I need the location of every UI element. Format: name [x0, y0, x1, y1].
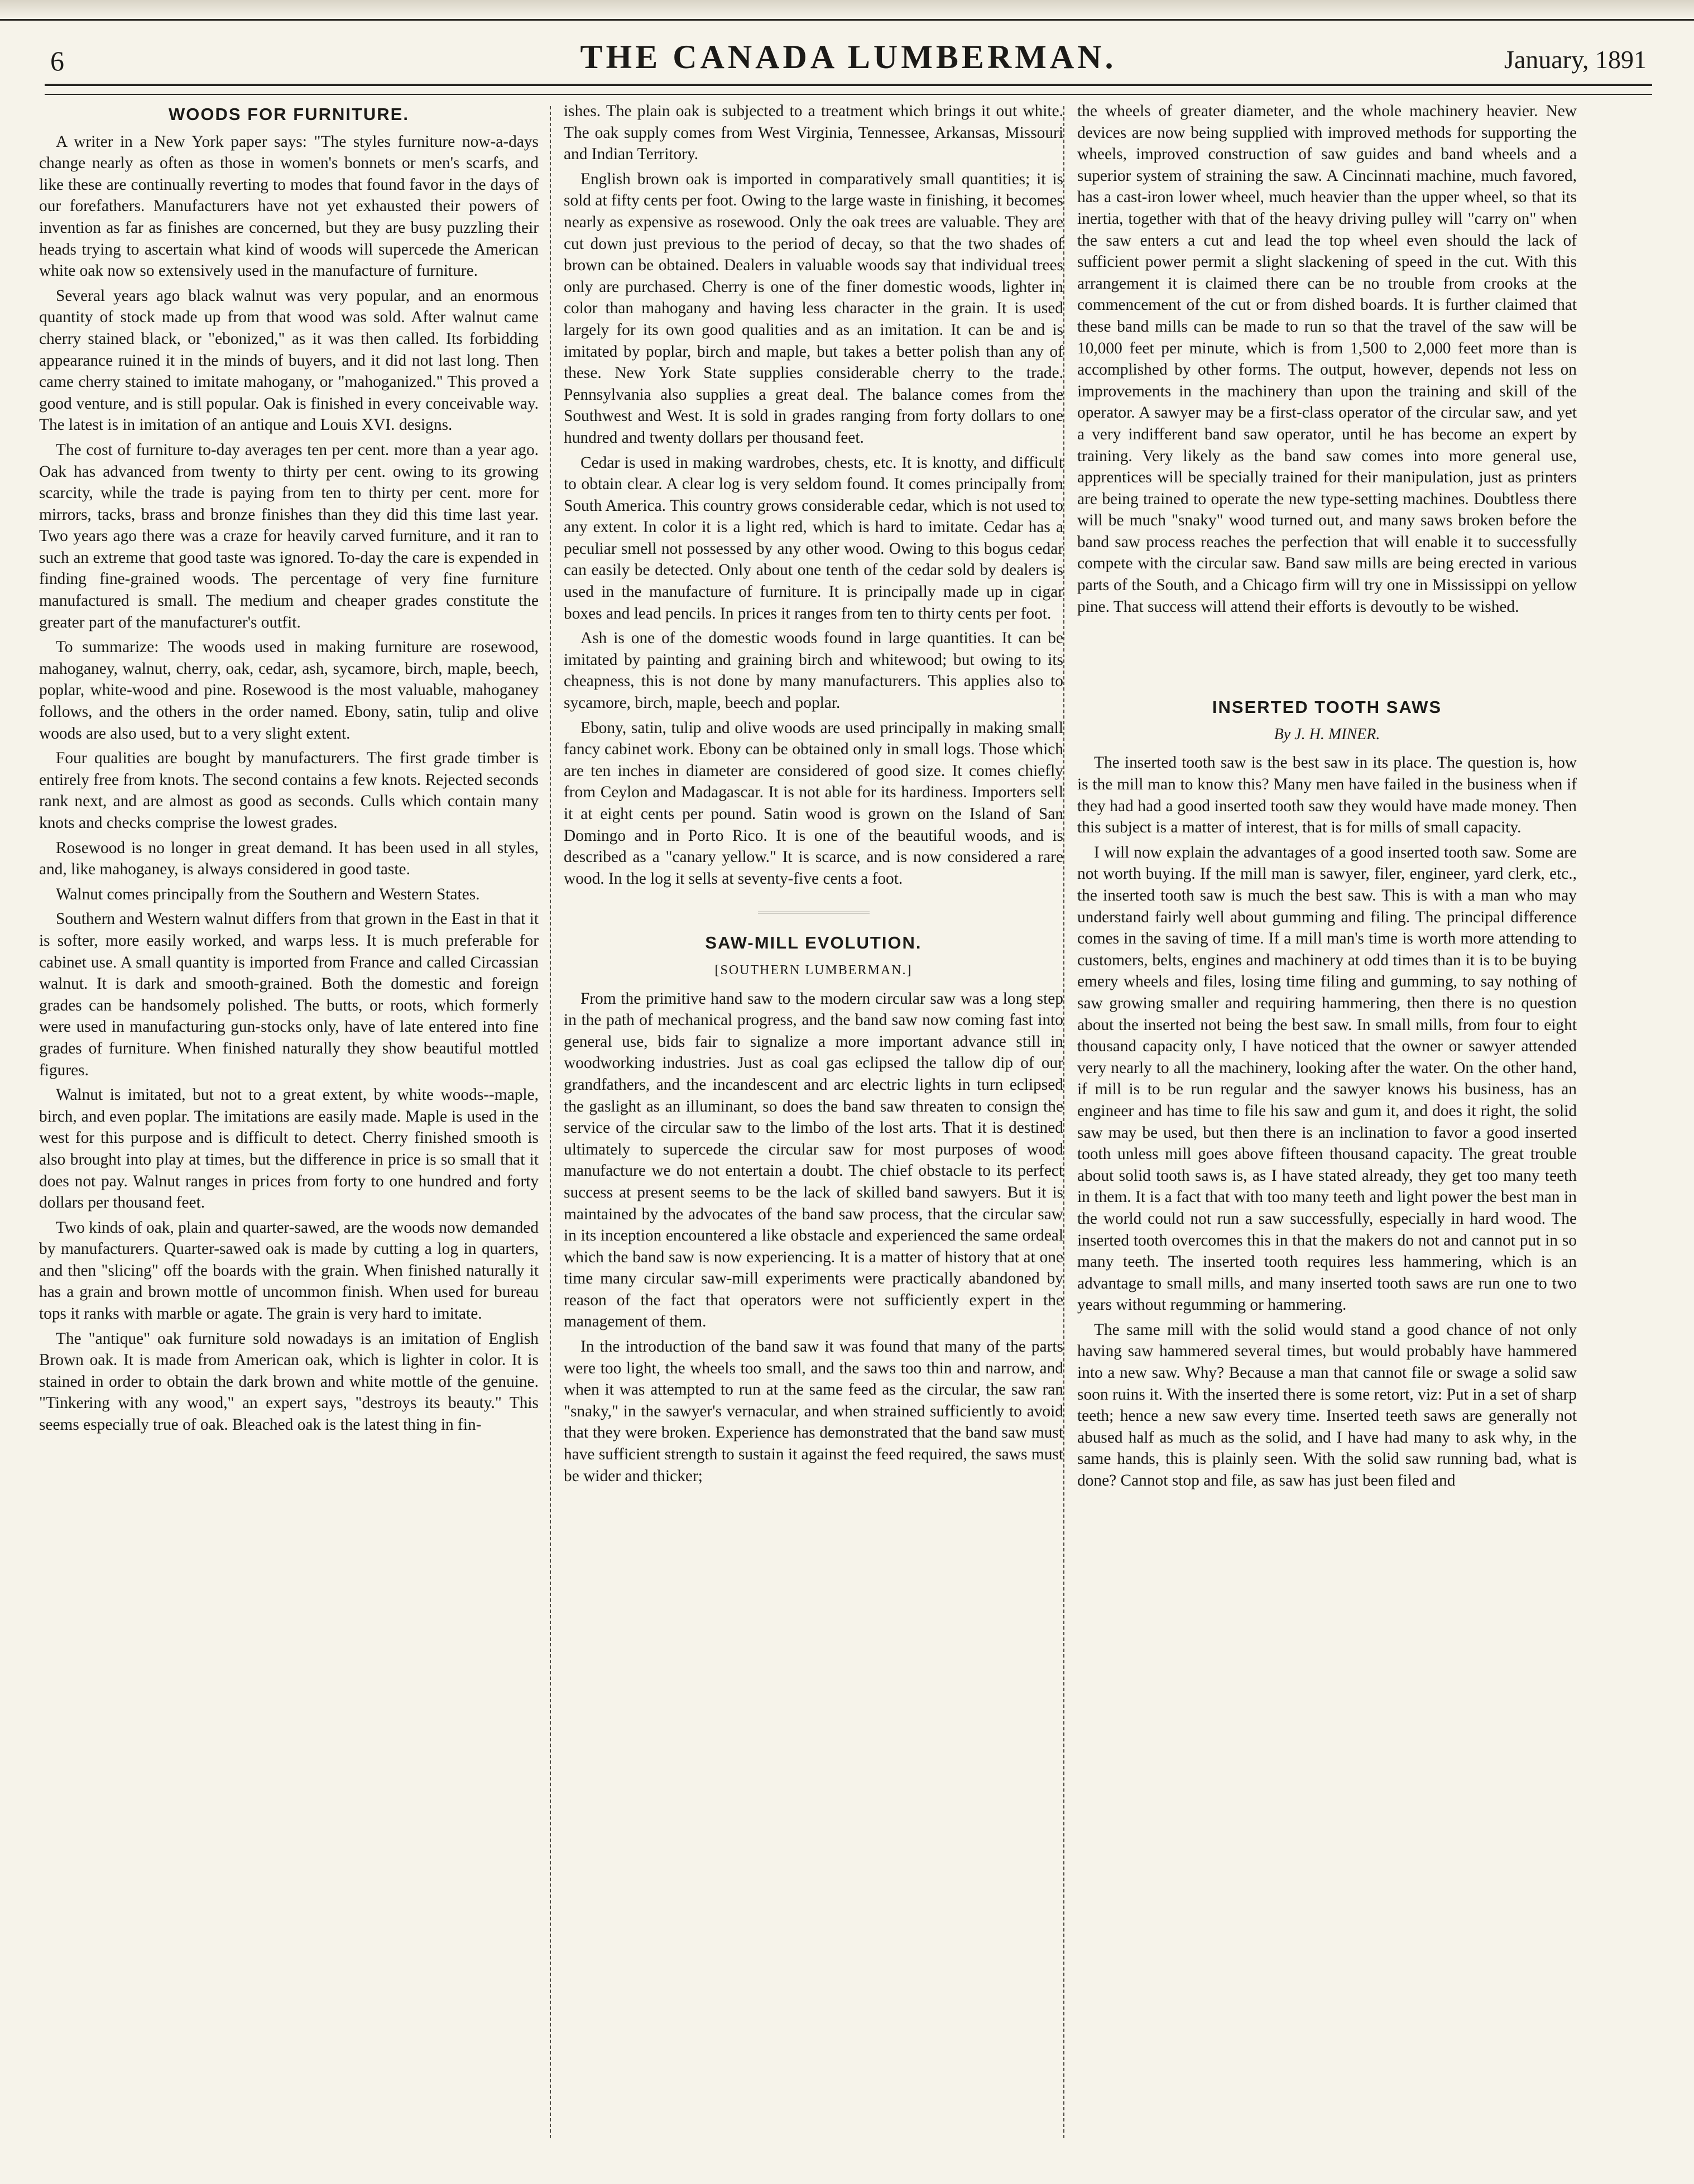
column-separator — [1063, 106, 1064, 2138]
paragraph: A writer in a New York paper says: "The styles furniture now-a-days change nearly as often as those in women's bonnets or men's scarfs, and like these are continually reverting to modes that found favor in the days of our forefathers. Manufacturers have not yet exhausted their powers of invention as far as finishes are concerned, but they are busy puzzling their heads trying to ascertain what kind of woods will supercede the American white oak now so extensively used in the manufacture of furniture. — [39, 132, 539, 280]
paragraph: In the introduction of the band saw it was found that many of the parts were too light, the wheels too small, and the saws too thin and narrow, and when it was attempted to run at the same feed as the circular, the saw ran "snaky," in the sawyer's vernacular, and when strained sufficiently to avoid that they were broken. Experience has demonstrated that the band saw must have sufficient strength to sustain it against the feed required, the saws must be wider and thicker; — [564, 1338, 1063, 1485]
article-heading-sawmill: SAW-MILL EVOLUTION. — [705, 933, 922, 953]
column-separator — [550, 106, 551, 2138]
article-heading-woods: WOODS FOR FURNITURE. — [169, 104, 409, 124]
paragraph: The same mill with the solid would stand a good chance of not only having saw hammered several times, but would probably have hammered into a new saw. Why? Because a man that cannot file or swage a solid saw soon ruins it. With the inserted there is some retort, viz: Put in a set of sharp teeth; hence a new saw every time. Inserted teeth saws are generally not abused half as much as the solid, and I have had many to ask why, in the same hands, this is plainly seen. With the solid saw running bad, what is done? Cannot stop and file, as saw has just been filed and — [1077, 1320, 1577, 1490]
column-2 — [564, 100, 1063, 2155]
page-number: 6 — [50, 45, 64, 76]
paragraph: The inserted tooth saw is the best saw in its place. The question is, how is the mill man to know this? Many men have failed in the business when if they had had a good inserted tooth saw they would have made money. Then this subject is a matter of interest, that is for mills of small capacity. — [1077, 754, 1577, 837]
masthead-rule — [45, 84, 1652, 95]
paragraph: Walnut is imitated, but not to a great extent, by white woods--maple, birch, and even poplar. The imitations are easily made. Maple is used in the west for this purpose and is difficult to detect. Cherry finished smooth is also brought into play at times, but the difference in price is so small that it does not pay. Walnut ranges in prices from forty to one hundred and forty dollars per thousand feet. — [39, 1086, 539, 1212]
masthead — [50, 33, 1647, 89]
paragraph: From the primitive hand saw to the modern circular saw was a long step in the path of mechanical progress, and the band saw now coming fast into general use, bids fair to signalize a more important advance still in woodworking industries. Just as coal gas eclipsed the tallow dip of our grandfathers, and the incandescent and arc electric lights in turn eclipsed the gaslight as an illuminant, so does the band saw threaten to consign the service of the circular saw to the limbo of the lost arts. That it is destined ultimately to supercede the circular saw for most purposes of wood manufacture we do not entertain a doubt. The chief obstacle to its perfect success at present seems to be the lack of skilled band sawyers. But it is maintained by the advocates of the band saw process, that the circular saw in its inception encountered a like obstacle and experienced the same ordeal which the band saw is now experiencing. It is a matter of history that at one time many circular saw-mill experiments were practically abandoned by reason of the fact that operators were not sufficiently expert in the management of them. — [564, 989, 1063, 1331]
page-top-border — [0, 0, 1694, 21]
paragraph: I will now explain the advantages of a good inserted tooth saw. Some are not worth buying. If the mill man is sawyer, filer, engineer, yard clerk, etc., the inserted tooth saw is much the best saw. This is with a man who may understand fairly well about gumming and filing. The principal difference comes in the saving of time. If a mill man's time is worth more attending to customers, belts, engines and machinery at odd times than it is to be buying emery wheels and files, losing time filing and gumming, to say nothing of saw growing smaller and requiring hammering, then there is no question about the inserted not being the best saw. In small mills, from four to eight thousand capacity only, I have noticed that the owner or sawyer attended very nearly to all the machinery, looking after the water. On the other hand, if mill is to be run regular and the sawyer knows his business, has an engineer and has time to file his saw and gum it, and does it right, the solid saw may be used, but then there is an inclination to favor a good inserted tooth unless mill goes above fifteen thousand capacity. The great trouble about solid tooth saws is, as I have stated already, they get too many teeth in them. It is a fact that with too many teeth and light power the best man in the world could not run a saw successfully, especially in hard wood. The inserted tooth overcomes this in that the makers do not and cannot put in so many teeth. The inserted tooth requires less hammering, which is an advantage to small mills, and many inserted tooth saws are run one to two years without regumming or hammering. — [1077, 843, 1577, 1314]
article-byline: By J. H. MINER. — [1274, 725, 1380, 743]
article-source: [SOUTHERN LUMBERMAN.] — [714, 962, 913, 978]
column-3 — [1077, 100, 1577, 2155]
column-1 — [39, 100, 539, 2155]
section-divider — [758, 912, 870, 916]
paragraph: Ash is one of the domestic woods found in large quantities. It can be imitated by painting and graining birch and whitewood; but owing to its cheapness, this is not done by many manufacturers. This applies also to sycamore, birch, maple, beech and poplar. — [564, 629, 1063, 712]
paragraph: ishes. The plain oak is subjected to a treatment which brings it out white. The oak supply comes from West Virginia, Tennessee, Arkansas, Missouri and Indian Territory. — [564, 102, 1063, 164]
paragraph: Two kinds of oak, plain and quarter-sawed, are the woods now demanded by manufacturers. Quarter-sawed oak is made by cutting a log in quarters, and then "slicing" off the boards with the grain. When finished naturally it has a grain and brown mottle of uncommon finish. When used for bureau tops it ranks with marble or agate. The grain is very hard to imitate. — [39, 1218, 539, 1323]
article-heading-inserted: INSERTED TOOTH SAWS — [1212, 697, 1442, 717]
paragraph: Four qualities are bought by manufacturers. The first grade timber is entirely free from knots. The second contains a few knots. Rejected seconds rank next, and are almost as good as seconds. Culls which contain many knots and checks comprise the lowest grades. — [39, 749, 539, 832]
paragraph: The "antique" oak furniture sold nowadays is an imitation of English Brown oak. It is made from American oak, which is lighter in color. It is stained in order to obtain the dark brown and white mottle of the genuine. "Tinkering with any wood," an expert says, "destroys its beauty." This seems especially true of oak. Bleached oak is the latest thing in fin- — [39, 1329, 539, 1434]
issue-date: January, 1891 — [1504, 45, 1647, 74]
paragraph: Ebony, satin, tulip and olive woods are used principally in making small fancy cabinet work. Ebony can be obtained only in small logs. Those which are ten inches in diameter are considered of good size. It comes chiefly from Ceylon and Madagascar. It is not able for its hardiness. Importers sell it at eight cents per pound. Satin wood is grown on the Island of San Domingo and in Porto Rico. It is one of the beautiful woods, and is described as a "canary yellow." It is scarce, and is now considered a rare wood. In the log it sells at seventy-five cents a foot. — [564, 719, 1063, 888]
paragraph: Rosewood is no longer in great demand. It has been used in all styles, and, like mahoganey, is always considered in good taste. — [39, 839, 539, 879]
paragraph: Several years ago black walnut was very popular, and an enormous quantity of stock made up from that wood was sold. After walnut came cherry stained black, or "ebonized," as it was then called. Its forbidding appearance ruined it in the minds of buyers, and it did not last long. Then came cherry stained to imitate mahogany, or "mahoganized." This proved a good venture, and is still popular. Oak is finished in every conceivable way. The latest is in imitation of an antique and Louis XVI. designs. — [39, 286, 539, 434]
newspaper-title: THE CANADA LUMBERMAN. — [580, 39, 1117, 75]
paragraph: The cost of furniture to-day averages ten per cent. more than a year ago. Oak has advanced from twenty to thirty per cent. owing to its growing scarcity, while the trade is paying from ten to thirty per cent. more for mirrors, tacks, brass and bronze finishes than they did this time last year. Two years ago there was a craze for heavily carved furniture, and it ran to such an extreme that good taste was ignored. To-day the care is expended in finding fine-grained woods. The percentage of very fine furniture manufactured is small. The medium and cheaper grades constitute the greater part of the manufacturer's outfit. — [39, 440, 539, 631]
paragraph: the wheels of greater diameter, and the whole machinery heavier. New devices are now being supplied with improved methods for supporting the wheels, improved construction of saw guides and band wheels and a superior system of straining the saw. A Cincinnati machine, much favored, has a cast-iron lower wheel, much heavier than the upper wheel, so that its inertia, together with that of the heavy driving pulley will "carry on" when the saw enters a cut and lead the top wheel even should the lack of sufficient power permit a slight slackening of speed in the cut. With this arrangement it is claimed there can be no trouble from crooks at the commencement of the cut or from dished boards. It is further claimed that these band mills can be made to run so that the travel of the saw will be 10,000 feet per minute, which is from 1,500 to 2,000 feet more than is accomplished by other forms. The output, however, depends not less on improvements in the machinery than upon the training and skill of the operator. A sawyer may be a first-class operator of the circular saw, and yet a very indifferent band saw operator, until he has become an expert by training. Very likely as the band saw comes into more general use, apprentices will be specially trained for their manipulation, just as printers are being trained to operate the new type-setting machines. Doubtless there will be much "snaky" wood turned out, and many saws broken before the band saw process reaches the perfection that will enable it to successfully compete with the circular saw. Band saw mills are being erected in various parts of the South, and a Chicago firm will try one in Mississippi on yellow pine. That success will attend their efforts is devoutly to be wished. — [1077, 102, 1577, 616]
paragraph: English brown oak is imported in comparatively small quantities; it is sold at fifty cents per foot. Owing to the large waste in finishing, it becomes nearly as expensive as rosewood. Only the oak trees are valuable. They are cut down just previous to the period of decay, so that the two shades of brown can be obtained. Dealers in valuable woods say that individual trees only are purchased. Cherry is one of the finer domestic woods, lighter in color than mahogany and having less character in the grain. It is used largely for its own good qualities and as an imitation. It can be and is imitated by poplar, birch and maple, but takes a better polish than any of these. New York State supplies considerable cherry to the trade. Pennsylvania also supplies a great deal. The balance comes from the Southwest and West. It is sold in grades ranging from forty dollars to one hundred and twenty dollars per thousand feet. — [564, 170, 1063, 447]
spacer — [1077, 621, 1577, 693]
paragraph: Walnut comes principally from the Southern and Western States. — [56, 885, 480, 903]
paragraph: Southern and Western walnut differs from that grown in the East in that it is softer, more easily worked, and warps less. It is much preferable for cabinet use. A small quantity is imported from France and called Circassian walnut. It is dark and smooth-grained. Both the domestic and foreign grades can be handsomely polished. The butts, or roots, which formerly were used in manufacturing gun-stocks only, have of late entered into fine grades of furniture. When finished naturally they show beautiful mottled figures. — [39, 910, 539, 1079]
paragraph: To summarize: The woods used in making furniture are rosewood, mahoganey, walnut, cherry, oak, cedar, ash, sycamore, birch, maple, beech, poplar, white-wood and pine. Rosewood is the most valuable, mahoganey follows, and the others in the order named. Ebony, satin, tulip and olive woods are also used, but to a very slight extent. — [39, 638, 539, 743]
paragraph: Cedar is used in making wardrobes, chests, etc. It is knotty, and difficult to obtain clear. A clear log is very seldom found. It comes principally from South America. This country grows considerable cedar, which is not used to any extent. In color it is a light red, which is hard to imitate. Cedar has a peculiar smell not possessed by any other wood. Owing to this bogus cedar can easily be detected. Only about one tenth of the cedar sold by dealers is used in the manufacture of furniture. It is principally made up in cigar boxes and lead pencils. In prices it ranges from ten to thirty cents per foot. — [564, 453, 1063, 622]
